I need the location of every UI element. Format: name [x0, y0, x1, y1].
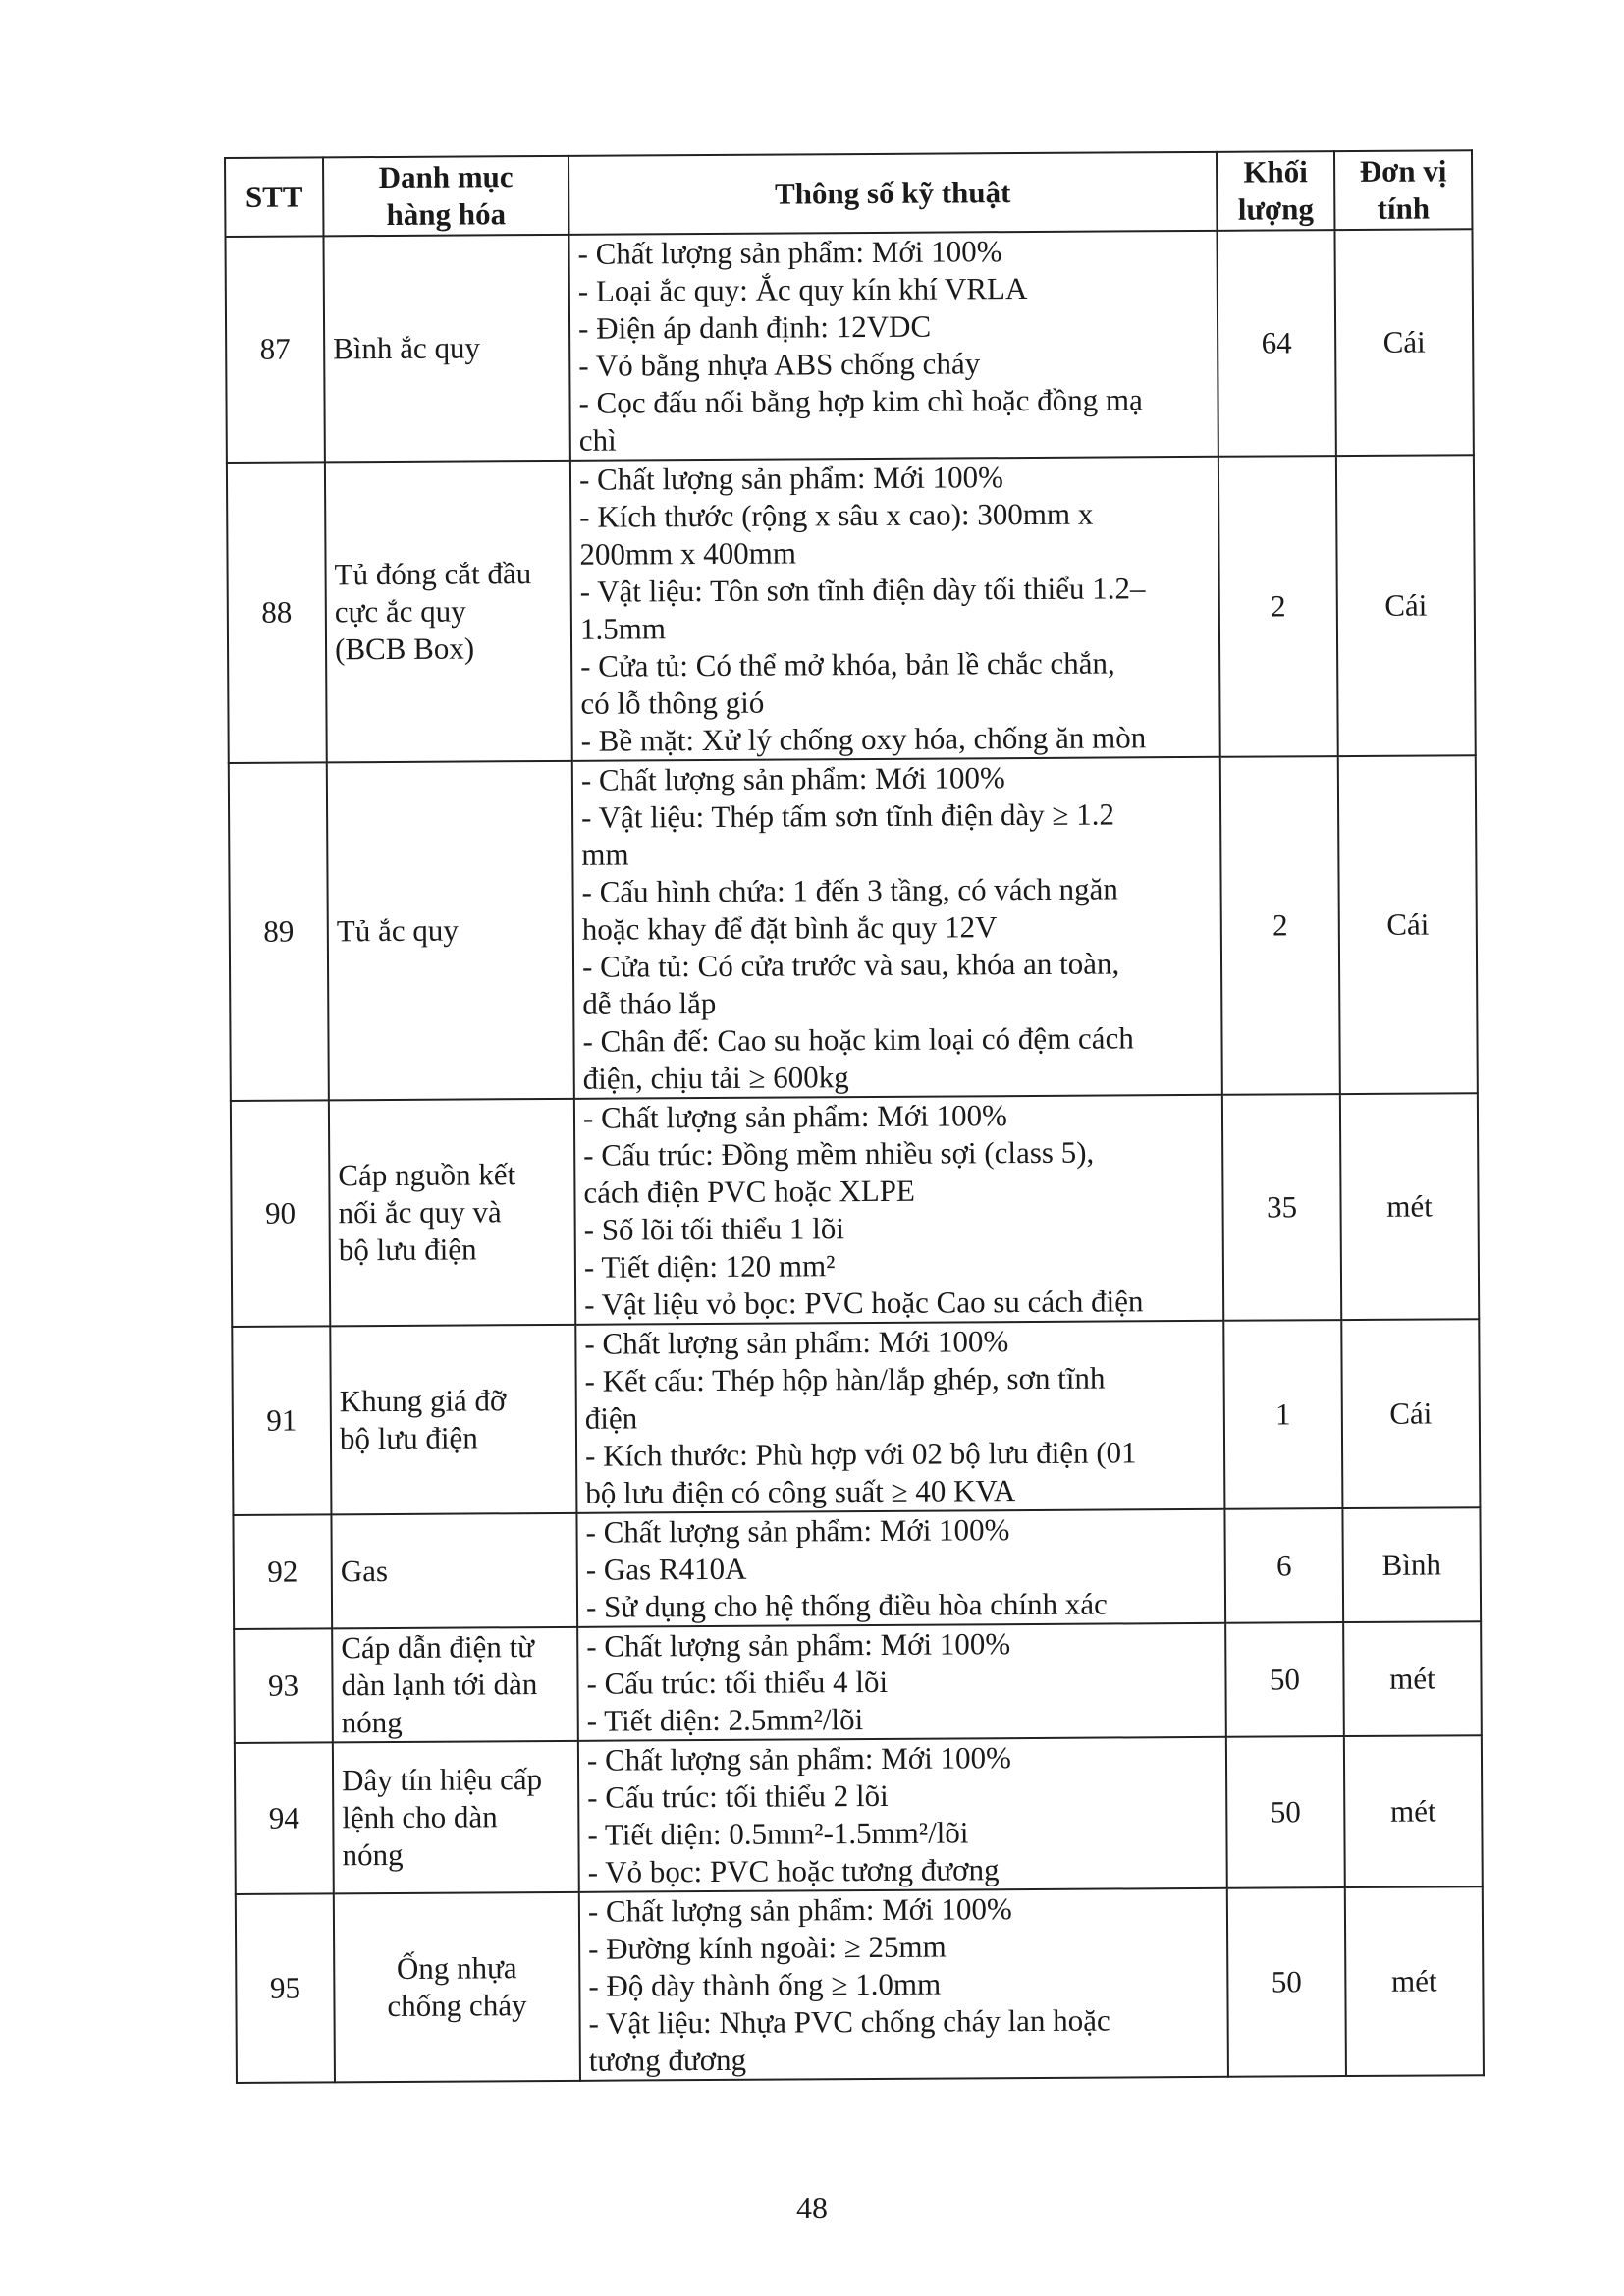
row-spec [576, 1509, 1225, 1627]
spec-line: điện, chịu tải ≥ 600kg [582, 1060, 849, 1096]
item-name-line: Dây tín hiệu cấp [341, 1762, 543, 1798]
spec-line: - Sử dụng cho hệ thống điều hòa chính xác [585, 1586, 1108, 1624]
spec-line: - Số lõi tối thiểu 1 lõi [583, 1211, 845, 1247]
table-header-row [225, 150, 1472, 237]
row-item-name [327, 761, 574, 1101]
spec-line: chì [578, 422, 617, 458]
spec-line: bộ lưu điện có công suất ≥ 40 KVA [585, 1473, 1016, 1510]
spec-line: dễ tháo lắp [582, 985, 717, 1021]
item-name-line: bộ lưu điện [338, 1231, 477, 1268]
row-stt: 88 [227, 462, 327, 763]
spec-line: - Tiết diện: 2.5mm²/lõi [586, 1702, 864, 1738]
row-item-name [331, 1513, 577, 1629]
spec-line: - Kích thước (rộng x sâu x cao): 300mm x [579, 496, 1094, 534]
item-name-line: nối ắc quy và [338, 1194, 502, 1230]
item-name-line: Khung giá đỡ [339, 1383, 507, 1419]
spec-line: - Chất lượng sản phẩm: Mới 100% [582, 1098, 1007, 1135]
spec-line: hoặc khay để đặt bình ắc quy 12V [581, 909, 998, 947]
row-item-name [333, 1741, 579, 1894]
item-name-line: bộ lưu điện [339, 1420, 478, 1456]
row-spec [574, 1095, 1223, 1325]
item-name-line: Cáp dẫn điện từ [341, 1629, 535, 1666]
table-row [235, 1735, 1483, 1894]
row-item-name [323, 235, 569, 463]
row-spec [577, 1623, 1226, 1741]
row-spec [572, 757, 1222, 1099]
spec-line: - Cấu trúc: tối thiểu 2 lõi [587, 1777, 889, 1815]
spec-line: - Chất lượng sản phẩm: Mới 100% [580, 760, 1005, 797]
spec-line: - Chân đế: Cao su hoặc kim loại có đệm cách [582, 1020, 1134, 1059]
spec-line: - Chất lượng sản phẩm: Mới 100% [578, 460, 1004, 497]
spec-line: mm [581, 837, 629, 872]
item-name-line: Cáp nguồn kết [338, 1157, 516, 1193]
row-stt: 87 [225, 236, 324, 463]
row-item-name [330, 1325, 576, 1515]
table-row [225, 229, 1473, 463]
spec-line: - Tiết diện: 120 mm² [583, 1248, 836, 1285]
header-item-name: Danh mục hàng hóa [323, 156, 568, 237]
spec-line: - Cấu hình chứa: 1 đến 3 tầng, có vách ngăn [581, 871, 1118, 909]
row-spec [575, 1321, 1224, 1513]
item-name-line: nóng [341, 1704, 403, 1740]
row-stt: 92 [233, 1514, 332, 1629]
row-unit: Cái [1336, 455, 1476, 756]
spec-line: - Chất lượng sản phẩm: Mới 100% [577, 234, 1002, 271]
row-unit: mét [1340, 1093, 1479, 1320]
row-unit: Bình [1342, 1507, 1481, 1622]
spec-line: cách điện PVC hoặc XLPE [583, 1173, 916, 1210]
spec-line: - Chất lượng sản phẩm: Mới 100% [585, 1512, 1010, 1550]
spec-line: - Đường kính ngoài: ≥ 25mm [588, 1929, 947, 1966]
item-name-line: Tủ ắc quy [336, 912, 459, 949]
row-unit: mét [1345, 1886, 1484, 2076]
spec-line: - Chất lượng sản phẩm: Mới 100% [586, 1626, 1011, 1664]
spec-line: - Vỏ bằng nhựa ABS chống cháy [578, 346, 981, 383]
row-unit: mét [1344, 1735, 1483, 1887]
table-row [229, 755, 1478, 1101]
item-name-line: Tủ đóng cắt đầu [334, 556, 532, 592]
row-stt: 91 [232, 1326, 331, 1515]
row-unit: Cái [1334, 229, 1473, 456]
table-row [227, 455, 1476, 763]
row-quantity: 50 [1225, 1622, 1344, 1737]
spec-line: - Vật liệu: Tôn sơn tĩnh điện dày tối thiểu 1.2– [579, 571, 1146, 609]
spec-line: - Độ dày thành ống ≥ 1.0mm [588, 1966, 942, 2003]
spec-line: 1.5mm [579, 611, 667, 646]
item-name-line: chống cháy [387, 1988, 527, 2024]
row-quantity: 2 [1218, 456, 1338, 757]
spec-line: - Cấu trúc: Đồng mềm nhiều sợi (class 5), [583, 1134, 1095, 1173]
row-item-name [329, 1099, 575, 1327]
spec-line: - Vật liệu vỏ bọc: PVC hoặc Cao su cách điện [584, 1284, 1144, 1322]
row-stt: 90 [231, 1100, 330, 1327]
row-spec [579, 1888, 1228, 2081]
spec-line: - Loại ắc quy: Ắc quy kín khí VRLA [577, 271, 1028, 308]
row-item-name [325, 461, 572, 763]
table-row [232, 1319, 1480, 1515]
row-quantity: 2 [1220, 756, 1340, 1095]
spec-line: - Kết cấu: Thép hộp hàn/lắp ghép, sơn tĩnh [584, 1360, 1106, 1398]
row-stt: 94 [235, 1742, 334, 1894]
item-name-line: (BCB Box) [334, 630, 475, 667]
row-quantity: 35 [1222, 1094, 1341, 1321]
spec-line: điện [584, 1400, 638, 1436]
row-stt: 93 [234, 1628, 333, 1743]
spec-line: - Chất lượng sản phẩm: Mới 100% [587, 1891, 1012, 1929]
row-stt: 89 [229, 762, 329, 1101]
row-item-name [334, 1892, 580, 2083]
header-stt: STT [225, 157, 323, 237]
spec-line: - Kích thước: Phù hợp với 02 bộ lưu điện (01 [584, 1435, 1137, 1473]
spec-line: - Cấu trúc: tối thiểu 4 lõi [586, 1664, 889, 1701]
item-name-line: Bình ắc quy [333, 330, 481, 366]
row-unit: Cái [1338, 755, 1478, 1094]
header-unit: Đơn vị tính [1334, 150, 1472, 230]
spec-line: - Cửa tủ: Có cửa trước và sau, khóa an toàn, [581, 946, 1120, 984]
spec-line: - Vật liệu: Thép tấm sơn tĩnh điện dày ≥ 1.2 [581, 796, 1115, 835]
row-quantity: 50 [1226, 1736, 1345, 1888]
item-name-line: Gas [340, 1554, 389, 1589]
table-row [231, 1093, 1479, 1327]
row-unit: Cái [1341, 1319, 1480, 1508]
page-number: 48 [796, 2190, 828, 2225]
spec-line: có lỗ thông gió [580, 684, 765, 721]
spec-line: - Vỏ bọc: PVC hoặc tương đương [587, 1852, 1000, 1889]
row-unit: mét [1343, 1621, 1482, 1736]
spec-line: 200mm x 400mm [579, 535, 797, 572]
item-name-line: Ống nhựa [396, 1950, 517, 1986]
table-row [234, 1621, 1482, 1743]
row-stt: 95 [236, 1893, 335, 2083]
spec-line: - Cọc đấu nối bằng hợp kim chì hoặc đồng mạ [578, 382, 1143, 420]
row-quantity: 50 [1227, 1887, 1346, 2077]
row-quantity: 64 [1217, 230, 1335, 457]
specification-table [224, 149, 1485, 2084]
row-quantity: 6 [1224, 1508, 1343, 1623]
item-name-line: dàn lạnh tới dàn [341, 1667, 538, 1703]
spec-line: - Điện áp danh định: 12VDC [577, 308, 932, 346]
spec-line: - Gas R410A [585, 1551, 747, 1587]
row-quantity: 1 [1223, 1320, 1342, 1509]
table-row [236, 1886, 1484, 2083]
header-spec: Thông số kỹ thuật [568, 152, 1217, 235]
row-spec [578, 1737, 1227, 1892]
spec-line: tương đương [588, 2042, 747, 2078]
row-spec [568, 231, 1218, 461]
item-name-line: lệnh cho dàn [342, 1799, 498, 1835]
spec-line: - Vật liệu: Nhựa PVC chống cháy lan hoặc [588, 2002, 1110, 2041]
spec-line: - Tiết diện: 0.5mm²-1.5mm²/lõi [587, 1815, 969, 1852]
header-quantity: Khối lượng [1217, 151, 1334, 231]
spec-line: - Chất lượng sản phẩm: Mới 100% [586, 1740, 1011, 1777]
item-name-line: nóng [342, 1836, 404, 1873]
row-spec [570, 457, 1220, 761]
table-row [233, 1507, 1481, 1629]
spec-line: - Chất lượng sản phẩm: Mới 100% [584, 1324, 1009, 1361]
spec-line: - Bề mặt: Xử lý chống oxy hóa, chống ăn mòn [580, 720, 1147, 758]
item-name-line: cực ắc quy [334, 593, 466, 629]
spec-line: - Cửa tủ: Có thể mở khóa, bản lề chắc chắn, [580, 645, 1115, 683]
row-item-name [332, 1627, 578, 1743]
